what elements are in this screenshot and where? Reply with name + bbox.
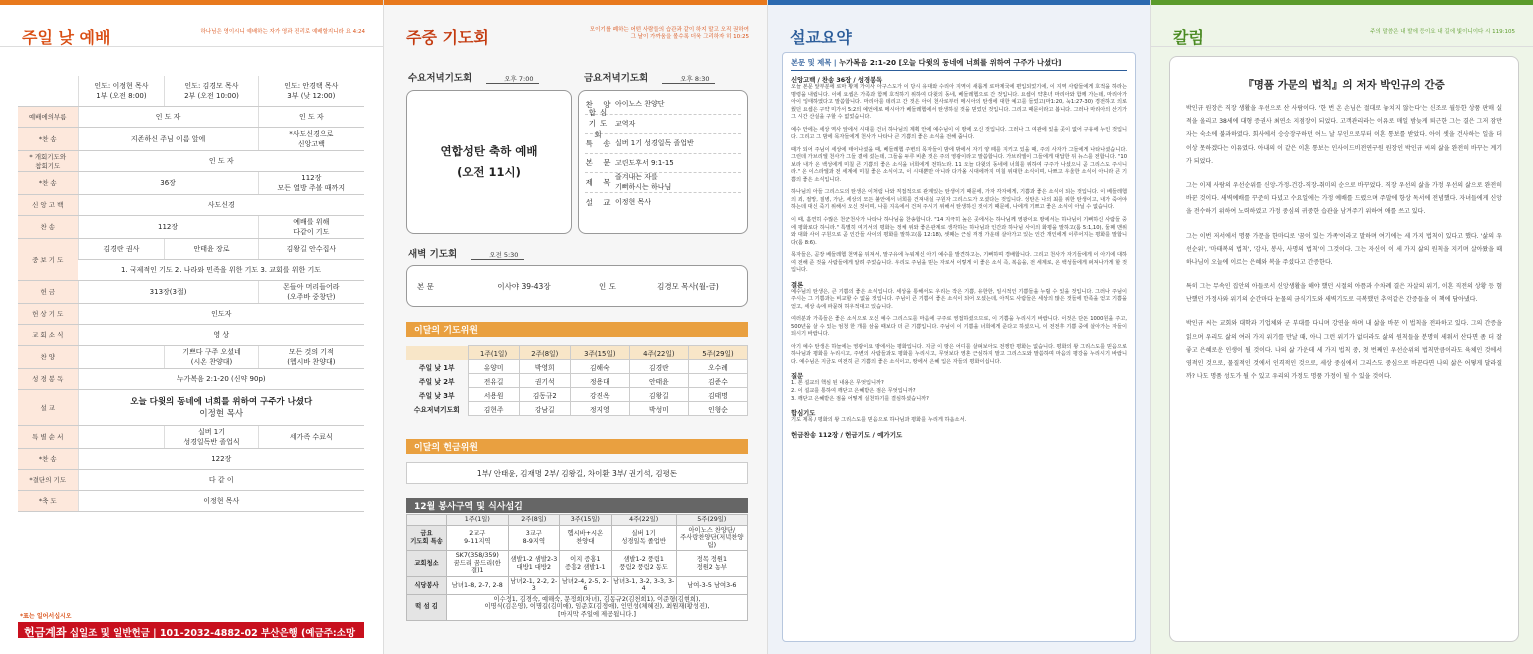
fri-key: 제 목 [585, 177, 615, 187]
table-row [18, 324, 364, 345]
wed-time: 오후 7:00 [486, 75, 539, 84]
sermon-paragraph: 이 때, 홀연히 수많은 천군천사가 나타나 하나님을 찬송합니다. "14 지극히 높은 곳에서는 하나님께 영광이요 땅에서는 하나님이 기뻐하신 사람들 중에 평화로다 하니라." 특별히 여기서의 평화는 정체 위와 좋은관계로 생각하는 하나님과 인간과 하나님 사이의 화평을 말하고(롬 5:1,10), 둘째 맨위와 대화 사이 구원으로 곧 인간들 사이의 평화를 말하고(롬 12:18), 셋째는 근심 걱정 가운데 살아가고 있는 인간 개인에게 이루어지는 평화를 말합니다(롬 8:6). [791, 216, 1127, 246]
fri-value: 아이노스 찬양단 [615, 100, 665, 109]
prayer-cell: 김왕길 [629, 388, 688, 402]
row-value-3: 인 도 자 [258, 106, 364, 127]
service-cell: 남녀1-8, 2-7, 2-8 [447, 576, 509, 594]
service-row-label: 교회청소 [407, 551, 447, 577]
service-col-head: 5주(29일) [676, 515, 747, 526]
service-cell: 헵시바+시온 찬양대 [560, 525, 612, 551]
table-row [18, 194, 364, 215]
table-row [18, 280, 364, 303]
dawn-lead: 김경모 목사(월-금) [657, 281, 719, 291]
row-label: * 개회기도와 참회기도 [18, 150, 78, 171]
prayer-cell: 김준수 [688, 374, 747, 388]
sermon-body [791, 84, 1127, 366]
row-label: 헌 상 기 도 [18, 303, 78, 324]
scripture-text: 누가복음 2:1-20 [오늘 다윗의 동네에 너희를 위하여 구주가 나셨다] [839, 58, 1062, 67]
sermon-title: 오늘 다윗의 동네에 너희를 위하여 구주가 나셨다 [130, 397, 313, 407]
prayer-cell: 김태명 [688, 388, 747, 402]
panel-sermon-summary [767, 0, 1150, 654]
account-label: 헌금계좌 [24, 626, 67, 639]
row-label: 헌 금 [18, 280, 78, 303]
offering-committee-text: 1부/ 안태윤, 김재명 2부/ 김왕길, 차이환 3부/ 권기석, 김평돈 [406, 462, 748, 484]
service-col-head: 3주(15일) [560, 515, 612, 526]
panel-title: 주일 낮 예배 [22, 28, 111, 47]
table-row [18, 238, 364, 259]
prayer-row [406, 374, 748, 388]
account-text: 십일조 및 일반헌금 | 101-2032-4882-02 부산은행 (예금주:소망교회) [24, 628, 356, 654]
prayer-col-head: 5주(29일) [688, 346, 747, 360]
scripture-label: 본문 및 제목 | [791, 58, 837, 67]
row-value: 지존하신 주님 이름 앞에 [78, 127, 258, 150]
table-header-row [18, 76, 364, 106]
panel-header [0, 5, 383, 47]
dawn-heading [408, 246, 524, 260]
sermon-box [782, 52, 1136, 642]
row-value: 112장 [78, 215, 258, 238]
row-label: 찬 양 [18, 345, 78, 368]
prayer-cell: 김경란 [629, 360, 688, 374]
prayer-cell: 박영희 [519, 360, 570, 374]
column-body [1186, 102, 1502, 383]
column-paragraph: 박인규 씨는 교회와 대학과 기업체와 군 부대를 다니며 강연을 하며 내 삶을 바꾼 이 법칙을 전파하고 있다. 그의 간증을 읽으며 우리도 삶의 여러 가지 위기를 만날 때, 아니 그런 위기가 없더라도 삶의 원칙들을 분명히 세워서 산다면 좀 더 잘 좋고 은혜로운 인생이 될 것이다. 나의 삶 가운데 세 가지 법칙 중, 첫 번째인 우선순위의 법칙만큼이라도 육체인 것에서 영적인 것으로, 물질적인 것에서 인격적인 것으로, 세상 중심에서 그리스도 중심으로 바꾼다면 나의 삶은 어떻게 달라질까? 나도 명품 성도가 될 수 있고 우리의 가정도 명품 가정이 될 수 있을 것이다. [1186, 320, 1502, 381]
prayer-cell: 권기석 [519, 374, 570, 388]
prayer-cell: 정지영 [570, 402, 629, 416]
service-cell: 실버 1기 성경일독 졸업반 [611, 525, 676, 551]
row-label: *찬 송 [18, 448, 78, 469]
row-value-3: 모든 것의 기적 (헵시바 찬양대) [258, 345, 364, 368]
prayer-committee-heading: 이달의 기도위원 [406, 322, 748, 337]
service-col-head: 2주(8일) [508, 515, 559, 526]
row-value-3: 세가족 수료식 [258, 425, 364, 448]
header-cell: 인도: 김경모 목사 2부 (오전 10:00) [165, 76, 258, 106]
fri-value: 즐겨내는 자를 기뻐하시는 하나님 [615, 173, 672, 192]
dawn-title: 새벽 기도회 [408, 249, 458, 260]
fri-key: 찬 양 [585, 99, 615, 109]
prayer-col-head: 4주(22일) [629, 346, 688, 360]
prayer-cell: 오수례 [688, 360, 747, 374]
hymn-line: 신앙고백 / 찬송 36장 / 성경봉독 [791, 77, 883, 84]
dawn-text: 이사야 39-43장 [497, 281, 551, 291]
service-cell: 정목 정원1 정원2 농부 [676, 551, 747, 577]
column-paragraph: 박인규 원장은 직장 생활을 우선으로 산 사람이다. '한 번 온 손님은 절대로 놓치지 않는다'는 신조로 월등한 상품 판매 실적을 올리고 38세에 대형 증권사 최연소 지점장이 되었다. 고객관리라는 이유로 매일 밤늦게 퇴근한 그는 결은 그저 잠만 자는 숙소에 불과하였다. 회사에서 승승장구하던 어느 날 부인으로부터 이혼 통보를 받았다. 아이 셋을 건사하는 일을 더 이상 못하겠다는 이유였다. 아내의 이 같은 이혼 통보는 인사이드비전연구원 원장인 박인규 씨의 삶을 완전히 바꾸는 계기가 되었다. [1186, 105, 1502, 165]
prayer-row-label: 주일 낮 3부 [406, 388, 468, 402]
fri-key: 본 문 [585, 158, 615, 168]
row-value: 누가복음 2:1-20 (신약 90p) [78, 368, 364, 389]
prayer-header-row [406, 346, 748, 360]
row-empty [78, 425, 165, 448]
column-paragraph: 특히 그는 무속인 집안의 아들로서 신앙생활을 해야 했던 시절의 아픔과 수차례 결은 자살의 위기, 이혼 직전의 상황 등 험난했던 가정사와 위기의 순간마다 눈물의 금식기도와 새벽기도로 극복했던 추억같은 간증들을 이 책에 담아냈다. [1186, 283, 1502, 304]
row-value: 사도신경 [78, 194, 364, 215]
offering-committee-heading: 이달의 헌금위원 [406, 439, 748, 454]
header-verse: 주의 말씀은 내 발에 등이요 내 길에 빛이니이다 시 119:105 [1370, 29, 1515, 35]
row-label: 교 회 소 식 [18, 324, 78, 345]
prayer-corner [406, 346, 468, 360]
fri-service-box [578, 90, 748, 234]
prayer-cell: 전유길 [468, 374, 519, 388]
sermon-preacher: 이정현 목사 [199, 409, 244, 419]
service-cell: 아이노스 찬양단/ 주사랑찬양단(저녁찬양팀) [676, 525, 747, 551]
table-row [18, 106, 364, 127]
table-row [18, 448, 364, 469]
fri-row [585, 193, 741, 213]
prayer-items: 1. 국제적인 기도 2. 나라와 민족을 위한 기도 3. 교회를 위한 기도 [78, 259, 364, 280]
fri-value: 실버 1기 성경일독 졸업반 [615, 139, 694, 148]
sermon-paragraph: 아기 예수 탄생은 하늘에는 영광이요 땅에서는 평화입니다. 지금 이 땅은 어디를 살펴보아도 전쟁만 평화는 없습니다. 평화의 왕 그리스도를 믿음으로 하나님과 평화를 누리시고, 주변의 사람들과도 평화를 누리시고, 무엇보다 영혼 근심하지 말고 그리스도와 말씀하며 마음의 평강을 누리시기 바랍니다. 예수님은 지금도 여전히 큰 기쁨의 좋은 소식이고, 땅에서 은혜 입은 자들의 평화이십니다. [791, 343, 1127, 365]
prayer-committee-table [406, 345, 748, 416]
dawn-time: 오전 5:30 [471, 251, 524, 260]
prayer-text: 기도 제목 / 평화의 왕 그리스도를 믿음으로 하나님과 평화를 누리게 하옵소서. [791, 417, 967, 424]
service-cell: SK7(358/359) 꿈드리 꿈드리(한결)1 [447, 551, 509, 577]
header-cell: 인도: 안경택 목사 3부 (낮 12:00) [258, 76, 364, 106]
prayer-col-head: 3주(15일) [570, 346, 629, 360]
panel-column [1150, 0, 1533, 654]
row-value: 인 도 자 [78, 150, 364, 171]
panel-weekday-prayer [383, 0, 767, 654]
table-row [18, 469, 364, 490]
dawn-lead-label: 인 도 [599, 281, 616, 291]
row-value: 인도자 [78, 303, 364, 324]
row-value: 36장 [78, 171, 258, 194]
fri-value: 교역자 [615, 119, 636, 128]
row-label: 성 경 봉 독 [18, 368, 78, 389]
sermon-paragraph: 하나님의 아들 그리스도의 탄생은 이처럼 나와 직접적으로 관계있는 탄생이기 때문에, 가자 각자에게, 기쁨과 좋은 소식이 되는 것입니다. 이 베들레헴의 죄, 절망, 질병, 가난, 세상의 모든 불안에서 너희를 건져내실 구원자 그리스도가 오셨다는 것입니다. 성탄은 나의 최를 위한 탄생이고, 내가 죽어야 하는데 대신 죽기 위해서 오신 것이며, 나를 지옥에서 건져 주시기 위해서 탄생하신 것이기 때문에, 나에게 기쁘고 좋은 소식이 아닐 수 없습니다. [791, 189, 1127, 211]
prayer-cell: 강남길 [519, 402, 570, 416]
column-title: 『명품 가문의 법칙』의 저자 박인규의 간증 [1243, 79, 1445, 91]
row-label: *찬 송 [18, 171, 78, 194]
dawn-text-label: 본 문 [417, 281, 434, 291]
column-box [1169, 56, 1519, 642]
sermon-paragraph: 오늘 본문 앞부분에 로마 황제 가이사 아구스도가 이 당시 유대와 수리아 지역이 새롭게 로마제국에 편입되었기에, 이 지역 사람들에게 호적을 하라는 명령을 내립니다. 이에 요셉은 가족과 함께 호적하기 위하여 다윗의 동네, 베들레헴으로 간 것입니다. 요셉이 약혼녀 마리아와 함께 가는데, 마리아가 아이 잉태하였다고 말씀합니다. 마리아를 데리고 간 것은 아이 천사로부터 메시아의 탄생에 대한 예고를 들었고(마1:20, 눅1:27-30) 경전하고 의로웠던 요셉은 구약 미가서 5:2의 예언에로 메시아가 베들레헴에서 탄생하실 것을 믿었던 것입니다. 그리고 때문이라고 봅니다. 그러나 마리아의 산기가 그 시간 산실을 구할 수 없었습니다. [791, 84, 1127, 121]
service-col-head: 4주(22일) [611, 515, 676, 526]
row-value: 다 같 이 [78, 469, 364, 490]
table-row [18, 368, 364, 389]
service-rice-cake: 이수정1, 김경숙, 예해숙, 문정희(차녀), 김동규2(김천희1), 이준형(김현희), 이명식(김은영), 이명길(김미애), 임준호(김정애), 인민성(체혜진), 최원재(황성진), [마지막 주일에 제공됩니다.] [447, 594, 748, 620]
prayer-leader: 김왕길 안수집사 [258, 238, 364, 259]
question-label: 질문 [791, 373, 804, 381]
fri-key: 설 교 [585, 197, 615, 207]
prayer-cell: 안태윤 [629, 374, 688, 388]
table-row [18, 389, 364, 425]
table-row [18, 303, 364, 324]
header-cell: 인도: 이정현 목사 1부 (오전 8:00) [78, 76, 165, 106]
row-label: 신 앙 고 백 [18, 194, 78, 215]
sermon-paragraph: 여러분과 가족들은 좋은 소식으로 오신 예수 그리스도를 마음에 구주로 영접하셨으므로, 이 기쁨을 누리시기 바랍니다. 이것은 단돈 1000원을 주고, 500년을 살 수 있는 엄청 한 개를 삼을 때보다 더 큰 기쁨입니다. 주님이 이 기쁨을 너희에게 준다고 하셨으니, 이 전전후 기쁨 중에 살아가는 자들이 되시기 바랍니다. [791, 316, 1127, 338]
service-cell: 남녀3-1, 3-2, 3-3, 3-4 [611, 576, 676, 594]
row-value: 313장(3절) [78, 280, 258, 303]
row-value-3: 몬들아 머리들어라 (오주바 중창단) [258, 280, 364, 303]
service-cell: 남녀2-1, 2-2, 2-3 [508, 576, 559, 594]
prayer-col-head: 2주(8일) [519, 346, 570, 360]
sermon-paragraph: 때가 되어 주님이 세상에 태어나셨을 때, 베들레헴 주변의 목자들이 밤에 밖에서 자기 양 떼를 지키고 있을 때, 주의 사자가 그들에게 나타나셨습니다. 그런데 가브리엘 천사가 그들 곁에 섰는데, 그들을 두루 비춘 것은 주의 영광이라고 말씀합니다. 가브리엘이 그들에게 대답한 뒤 뉴스를 전합니다. "10 보라 내가 온 백성에게 미칠 큰 기쁨의 좋은 소식을 너희에게 전하노라. 11 오늘 다윗의 동네에 너희를 위하여 구주가 나셨으니 곧 그리스도 주시니라." 온 이스라엘과 전 세계에 미칠 좋은 소식이고, 이 시대뿐만 아니라 다가올 시대에까지 미칠 위대한 소식이며, 나쁘고 우울한 소식이 아니라 큰 기쁨의 좋은 소식입니다. [791, 146, 1127, 183]
fri-key: 특 송 [585, 138, 615, 148]
prayer-cell: 김해숙 [570, 360, 629, 374]
header-verse: 모이기를 폐하는 어떤 사람들의 습관과 같이 하지 말고 오직 권하여 그 날이 가까움을 볼수록 더욱 그리하자 히 10:25 [589, 27, 749, 41]
wed-service-time: (오전 11시) [457, 164, 521, 179]
row-label: 찬 송 [18, 215, 78, 238]
column-paragraph: 그는 이제 사람의 우선순위를 신앙-가정-건강-직장-취미의 순으로 바꾸었다. 직장 우선의 삶을 가정 우선의 삶으로 완전히 바꾼 것이다. 새벽예배를 꾸준히 다녔고 수요일에는 가정 예배를 드렸으며 주말에 항상 독서에 전념했다. 자녀들에게 신앙을 전수하기 위하여 노력하였고 가정 중심의 귀중한 습관을 남겨주기 위하여 애를 쓰고 있다. [1186, 181, 1502, 216]
service-row-label: 식당봉사 [407, 576, 447, 594]
fri-value: 이정현 목사 [615, 198, 652, 207]
fri-row [585, 108, 741, 140]
prayer-leader: 안태윤 장로 [165, 238, 258, 259]
sermon-paragraph: 예수님의 탄생은, 큰 기쁨의 좋은 소식입니다. 세상을 통해서도 우리는 작은 기쁨, 유한한, 일시적인 기쁨들을 누릴 수 있을 것입니다. 그러나 주님이 주시는 그 기쁨과는 비교할 수 없을 것입니다. 주님이 큰 기쁨이 좋은 소식이 되어 오셨는데, 아직도 사람들은 세상의 많은 것들에 만족을 얻고 기쁨을 얻고, 세상 속에 파묻혀 허우적대고 있습니다. [791, 288, 1127, 310]
conclusion-label: 결론 [791, 281, 804, 289]
wed-title: 수요저녁기도회 [408, 73, 473, 84]
table-row [18, 150, 364, 171]
service-cell: 이지 증홍1 증흥2 샘발1-1 [560, 551, 612, 577]
row-label: *결단의 기도 [18, 469, 78, 490]
row-value-3: *사도신경으로 신앙고백 [258, 127, 364, 150]
service-cell: 샘발1-2 샘발2-3 대방1 대방2 [508, 551, 559, 577]
wed-heading [408, 70, 539, 84]
worship-order-table [18, 76, 364, 512]
service-row-label: 금요 기도회 특송 [407, 525, 447, 551]
prayer-cell: 박성미 [629, 402, 688, 416]
prayer-row [406, 402, 748, 416]
service-cell: 남여-3-5 남여3-6 [676, 576, 747, 594]
wed-service-title: 연합성탄 축하 예배 [440, 144, 538, 158]
closing-line: 헌금찬송 112장 / 헌금기도 / 예가기도 [791, 430, 903, 439]
table-row [18, 345, 364, 368]
fri-row [585, 154, 741, 174]
fri-title: 금요저녁기도회 [584, 73, 649, 84]
prayer-leader: 김경란 권사 [78, 238, 165, 259]
table-row [18, 215, 364, 238]
row-label: 설 교 [18, 389, 78, 425]
row-value: 인 도 자 [78, 106, 258, 127]
panel-header [1151, 5, 1533, 47]
panel-title: 칼럼 [1173, 28, 1204, 47]
service-heading: 12월 봉사구역 및 식사섬김 [406, 498, 748, 513]
service-row-label: 떡 섬 김 [407, 594, 447, 620]
row-value: 영 상 [78, 324, 364, 345]
prayer-cell: 김현주 [468, 402, 519, 416]
header-verse: 하나님은 영이시니 예배하는 자가 영과 진리로 예배할지니라 요 4:24 [200, 29, 365, 35]
prayer-cell: 서용원 [468, 388, 519, 402]
prayer-row-label: 주일 낮 1부 [406, 360, 468, 374]
row-value-3: 예배를 위해 다같이 기도 [258, 215, 364, 238]
wed-service-box [406, 90, 572, 234]
row-value-2: 기쁘다 구주 오셨네 (시온 찬양대) [165, 345, 258, 368]
questions: 1. 본 설교의 핵심 된 내용은 무엇입니까? 2. 이 설교를 통하여 깨닫고 은혜받은 점은 무엇입니까? 3. 깨닫고 은혜받은 점을 어떻게 실천하기를 결심하셨습니까? [791, 380, 929, 402]
row-label: 특 별 순 서 [18, 425, 78, 448]
prayer-label: 합심기도 [791, 410, 816, 418]
header-empty [18, 76, 78, 106]
service-corner [407, 515, 447, 526]
prayer-row-label: 주일 낮 2부 [406, 374, 468, 388]
panel-title: 주중 기도회 [406, 28, 489, 47]
prayer-cell: 강진옥 [570, 388, 629, 402]
prayer-col-head: 1주(1일) [468, 346, 519, 360]
panel-sunday-worship [0, 0, 383, 654]
table-row [18, 127, 364, 150]
prayer-cell: 인형순 [688, 402, 747, 416]
panel-header [768, 5, 1150, 51]
row-value-3: 112장 모든 열방 주볼 때까지 [258, 171, 364, 194]
service-row [407, 576, 748, 594]
offering-account-bar [18, 622, 364, 654]
service-table [406, 514, 748, 621]
row-label: 예배에의부름 [18, 106, 78, 127]
fri-row [585, 173, 741, 193]
prayer-cell: 유양미 [468, 360, 519, 374]
row-value: 이정현 목사 [78, 490, 364, 511]
fri-value: 고린도후서 9:1-15 [615, 158, 674, 167]
prayer-cell: 정용대 [570, 374, 629, 388]
service-cell: 샘발1-2 풍림1 풍림2 풍림2 동도 [611, 551, 676, 577]
fri-key: 합심기도회 [588, 108, 612, 140]
row-value: 122장 [78, 448, 364, 469]
service-row [407, 551, 748, 577]
service-cell: 2교구 9-11지역 [447, 525, 509, 551]
service-col-head: 1주(1일) [447, 515, 509, 526]
service-row [407, 525, 748, 551]
panel-title: 설교요약 [790, 28, 852, 47]
standing-note: *표는 일어서십시오 [20, 613, 72, 620]
prayer-cell: 김동규2 [519, 388, 570, 402]
row-label: *축 도 [18, 490, 78, 511]
sermon-paragraph: 목자들은, 곧장 베들레헴 천역을 뒤져서, 말구유에 누워계신 아기 예수를 발견하고는, 기뻐하며 경배합니다. 그리고 천사가 자기들에게 이 아기에 대하여 전해 준 것을 사람들에게 알려 주었습니다. 우리도 주님을 믿는 자로서 이렇게 이 좋은 소식 즉, 복음을, 전 세계로, 온 백성들에게 퍼져나가게 할 것입니다. [791, 252, 1127, 274]
row-label: 중 보 기 도 [18, 238, 78, 280]
scripture-line [791, 58, 1127, 71]
service-row [407, 594, 748, 620]
prayer-row-label: 수요저녁기도회 [406, 402, 468, 416]
fri-time: 오후 8:30 [662, 75, 715, 84]
row-label: *찬 송 [18, 127, 78, 150]
dawn-service-box [406, 265, 748, 307]
panel-header [384, 5, 767, 47]
column-paragraph: 그는 이번 저서에서 명품 가문을 한마디로 '꿈이 있는 가족'이라고 말하며 여기에는 세 가지 법칙이 있다고 했다. '삶의 우선순위', '마태복의 법칙', '감사, 봉사, 사명의 법칙'이 그것이다. 그는 자신이 이 세 가지 삶의 원칙을 지키며 살아왔을 때 하나님이 오늘에 이르는 은혜와 복을 주셨다고 간증한다. [1186, 232, 1502, 266]
table-row [18, 490, 364, 511]
sermon-paragraph: 예수 안에는 세상 역사 앞에서 시대를 건너 하나님의 계획 안에 예수님이 이 땅에 오신 것입니다. 그러나 그 여관에 있을 곳이 없어 구유에 누인 것입니다. 그리고 그 밤에 목자들에게 천사가 나타나 큰 기쁨의 좋은 소식을 전해 줍니다. [791, 126, 1127, 141]
table-row [18, 171, 364, 194]
service-cell: 3교구 8-9지역 [508, 525, 559, 551]
fri-row [585, 134, 741, 154]
fri-heading [584, 70, 715, 84]
row-empty [78, 345, 165, 368]
service-header-row [407, 515, 748, 526]
sermon-cell [78, 389, 364, 425]
table-row [18, 425, 364, 448]
service-cell: 남녀2-4, 2-5, 2-6 [560, 576, 612, 594]
row-value-2: 실버 1기 성경일독반 졸업식 [165, 425, 258, 448]
prayer-row [406, 360, 748, 374]
prayer-row [406, 388, 748, 402]
